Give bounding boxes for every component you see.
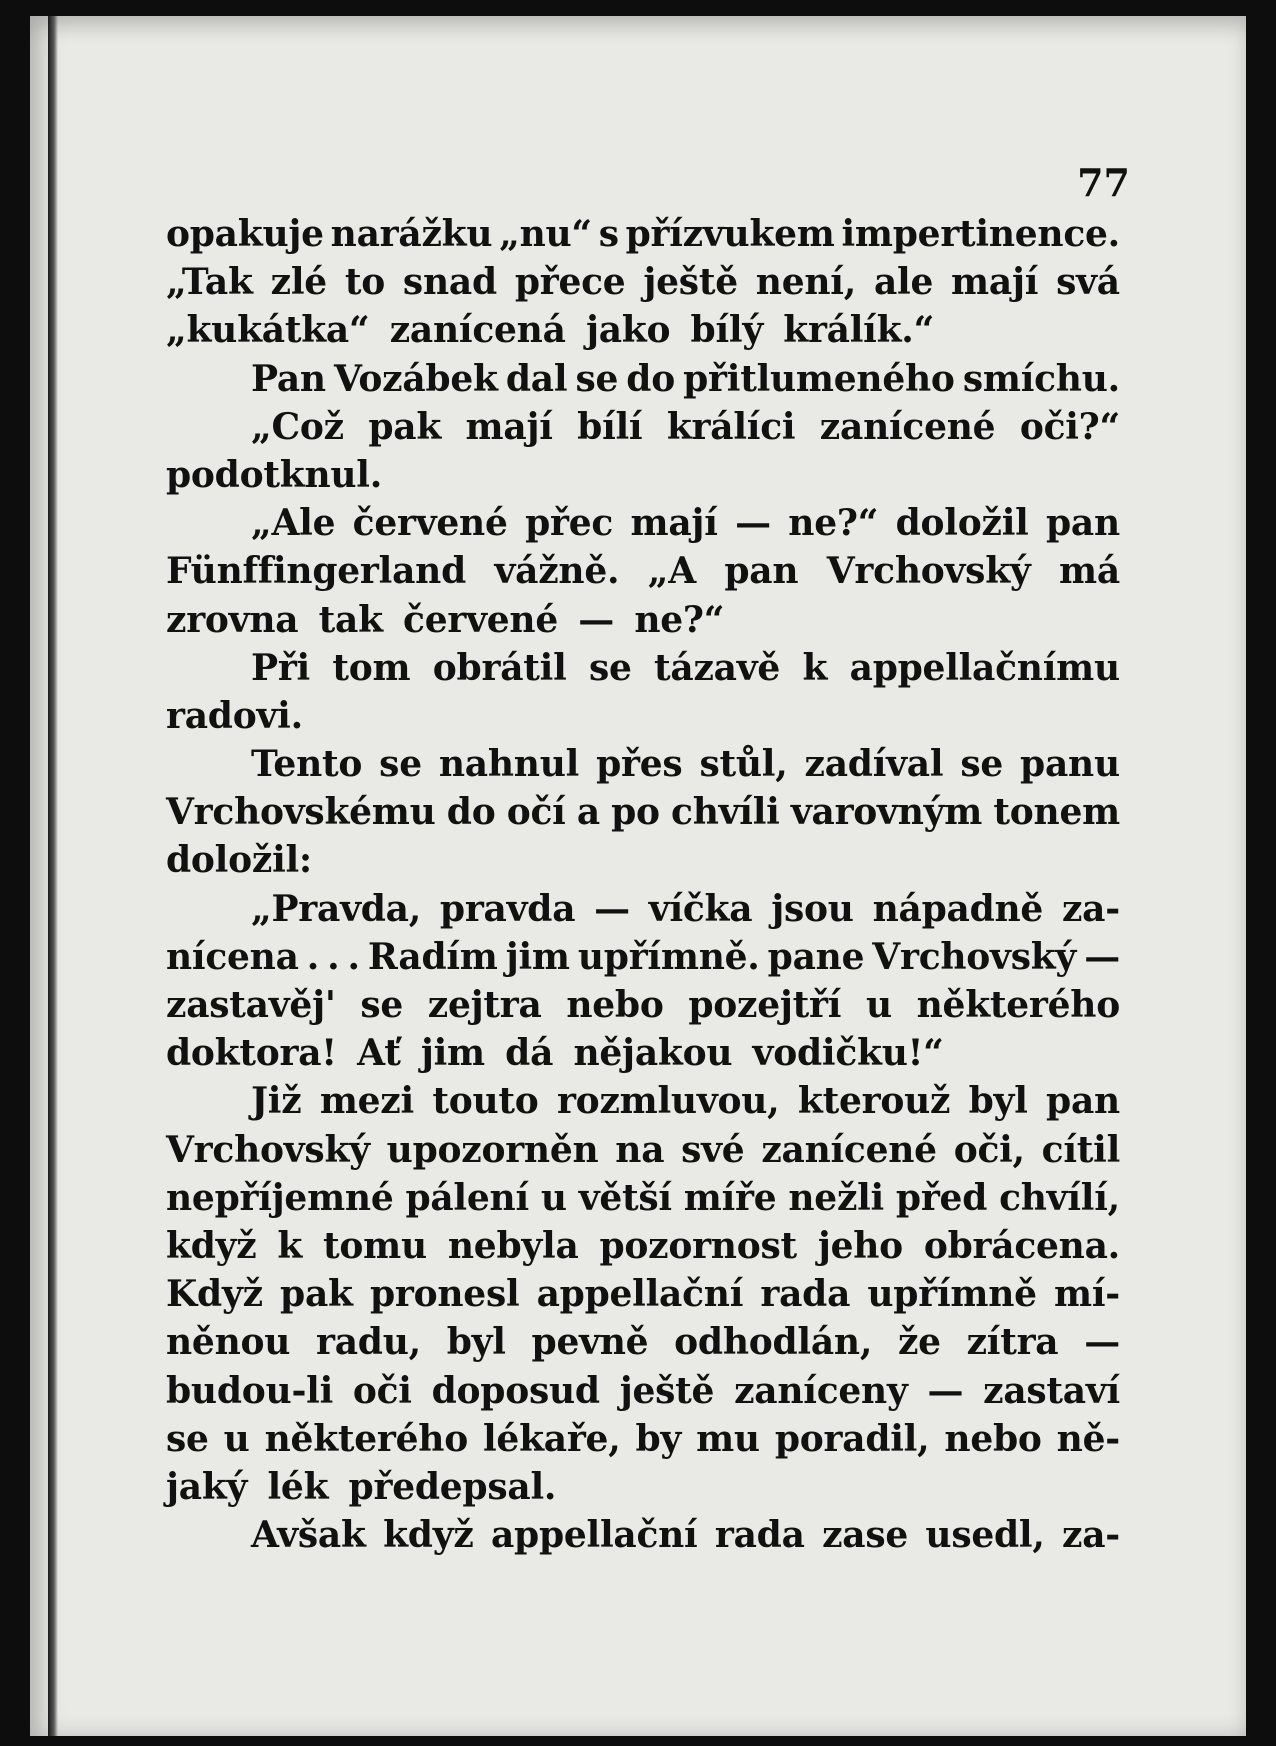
text-line: nepříjemné pálení u větší míře nežli před chvílí, [166,1176,1120,1219]
text-line: zastavěj' se zejtra nebo pozejtří u některého [166,984,1120,1026]
text-line: doktora! Ať jim dá nějakou vodičku!“ [166,1032,944,1075]
text-line: „kukátka“ zanícená jako bílý králík.“ [166,309,935,352]
text-line: něnou radu, byl pevně odhodlán, že zítra — [166,1321,1120,1364]
text-line: „Což pak mají bílí králíci zanícené oči?“ [251,405,1120,448]
text-line: Avšak když appellační rada zase usedl, za- [251,1514,1120,1557]
text-line: zrovna tak červené — ne?“ [166,598,725,641]
text-line: podotknul. [166,453,382,496]
text-line: Již mezi touto rozmluvou, kterouž byl pan [251,1080,1120,1123]
page-binding-shadow [48,16,58,1736]
text-line: „Pravda, pravda — víčka jsou nápadně za- [251,887,1120,930]
text-line: nícena . . . Radím jim upřímně. pane Vrchovský — [166,935,1120,978]
text-line: když k tomu nebyla pozornost jeho obrácena. [166,1224,1120,1267]
text-line: Když pak pronesl appellační rada upřímně mí- [166,1273,1120,1316]
text-line: jaký lék předepsal. [166,1465,557,1508]
text-line: Při tom obrátil se tázavě k appellačnímu [251,646,1120,689]
text-line: opakuje narážku „nu“ s přízvukem impertinence. [166,213,1120,255]
text-line: Vrchovskému do očí a po chvíli varovným tonem [166,791,1120,834]
body-text [166,210,1120,1559]
text-line: Vrchovský upozorněn na své zanícené oči, cítil [166,1128,1120,1171]
text-line: doložil: [166,839,312,882]
text-line: Fünffingerland vážně. „A pan Vrchovský má [166,550,1120,593]
text-line: „Ale červené přec mají — ne?“ doložil pan [251,502,1120,545]
text-line: budou-li oči doposud ještě zaníceny — zastaví [166,1369,1120,1412]
book-page [30,16,1246,1736]
text-line: Pan Vozábek dal se do přitlumeného smíchu. [251,357,1120,400]
text-line: se u některého lékaře, by mu poradil, nebo ně- [166,1417,1120,1460]
text-line: „Tak zlé to snad přece ještě není, ale mají svá [166,261,1120,304]
text-line: Tento se nahnul přes stůl, zadíval se panu [251,743,1120,786]
text-line: radovi. [166,694,303,737]
page-number: 77 [1077,160,1130,205]
